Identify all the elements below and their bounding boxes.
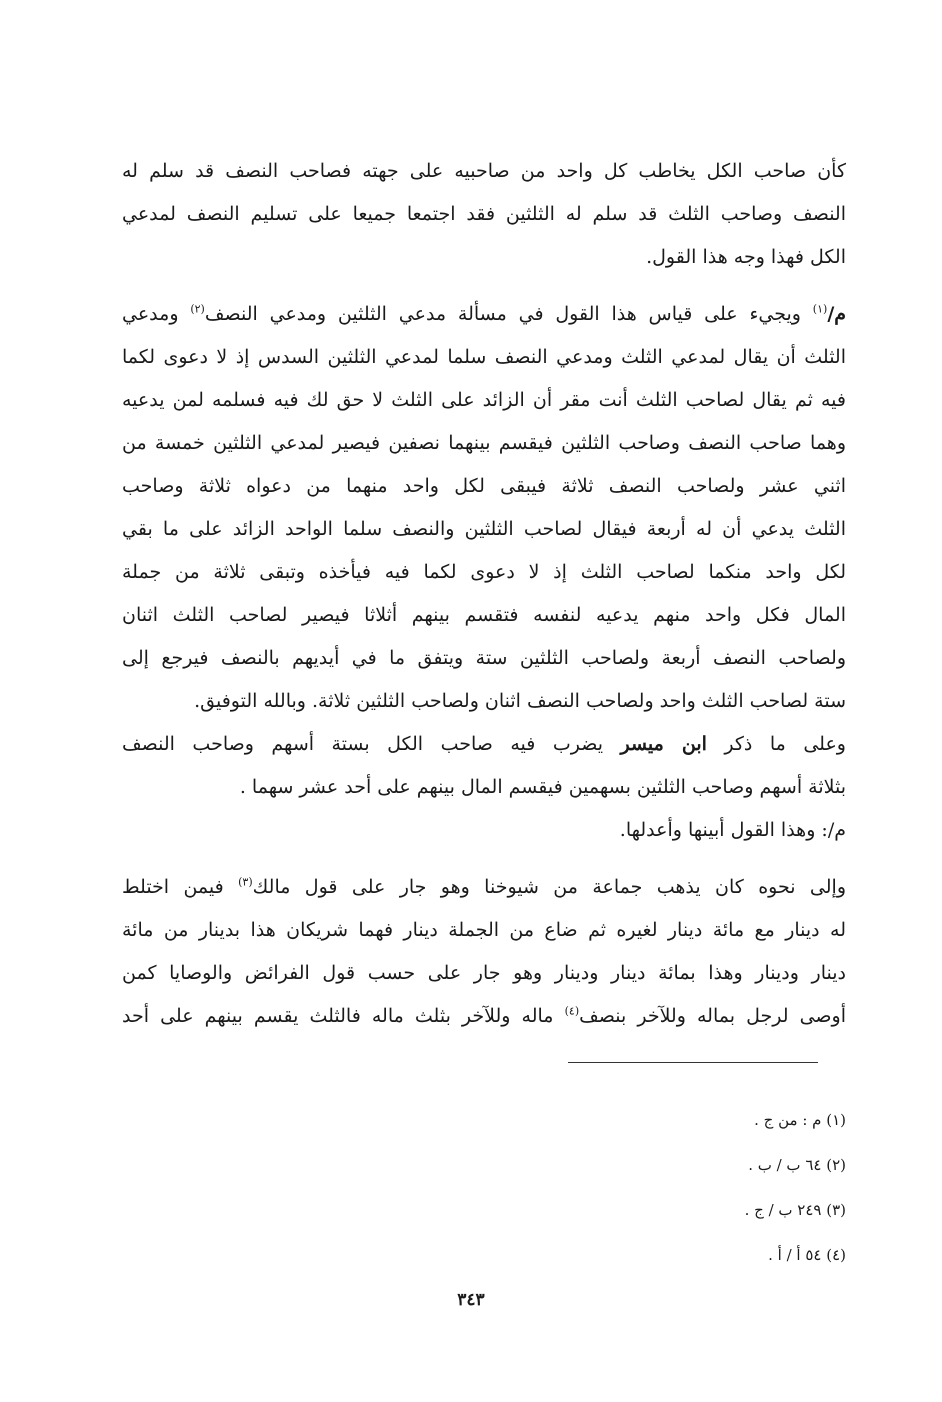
- text-line: الثلث يدعي أن له أربعة فيقال لصاحب الثلثين والنصف سلما الواحد الزائد على ما بقي: [122, 518, 846, 540]
- page-number: ٣٤٣: [457, 1290, 485, 1310]
- text-line: الكل فهذا وجه هذا القول.: [646, 246, 846, 268]
- text-line: له دينار مع مائة دينار لغيره ثم ضاع من الجملة دينار فهما شريكان هذا بدينار من مائة: [122, 919, 846, 941]
- paragraph-2: [122, 293, 846, 723]
- text-line: أوصى لرجل بماله وللآخر بنصف$^{(٤)}$ ماله وللآخر بثلث ماله فالثلث يقسم بينهم على أحد: [122, 1004, 846, 1027]
- text-line: وإلى نحوه كان يذهب جماعة من شيوخنا وهو جار على قول مالك$^{(٣)}$ فيمن اختلط: [122, 875, 846, 898]
- footnote-ref-3: (٣): [238, 875, 253, 889]
- text-line: ستة لصاحب الثلث واحد ولصاحب النصف اثنان ولصاحب الثلثين ثلاثة. وبالله التوفيق.: [194, 690, 846, 712]
- text-line: ولصاحب النصف أربعة ولصاحب الثلثين ستة ويتفق ما في أيديهم بالنصف فيرجع إلى: [122, 647, 846, 669]
- footnotes: [500, 1098, 846, 1278]
- text-line: الثلث أن يقال لمدعي الثلث ومدعي النصف سلما لمدعي الثلثين السدس إذ لا دعوى لكما: [122, 346, 846, 368]
- text-line: م/$^{(١)}$ ويجيء على قياس هذا القول في مسألة مدعي الثلثين ومدعي النصف$^{(٢)}$ ومدعي: [122, 302, 846, 325]
- body-text: [122, 150, 846, 1038]
- author-name: ابن ميسر: [620, 733, 707, 755]
- paragraph-4: [122, 809, 846, 852]
- footnote-ref-2: (٢): [190, 302, 205, 316]
- text-line: النصف وصاحب الثلث قد سلم له الثلثين فقد اجتمعا جميعا على تسليم النصف لمدعي: [122, 203, 846, 225]
- footnote-divider: [568, 1062, 818, 1063]
- text-line: م/: وهذا القول أبينها وأعدلها.: [619, 819, 846, 841]
- footnote-1: (١) م : من ج .: [754, 1111, 846, 1129]
- text-line: بثلاثة أسهم وصاحب الثلثين بسهمين فيقسم المال بينهم على أحد عشر سهما .: [239, 776, 846, 798]
- paragraph-5: [122, 866, 846, 1038]
- footnote-ref-4: (٤): [564, 1004, 580, 1018]
- text-line: دينار ودينار وهذا بمائة دينار ودينار وهو جار على حسب قول الفرائض والوصايا كمن: [122, 962, 846, 984]
- text-line: المال فكل واحد منهم يدعيه لنفسه فتقسم بينهم أثلاثا فيصير لصاحب الثلث اثنان: [122, 604, 846, 626]
- text-line: اثني عشر ولصاحب النصف ثلاثة فيبقى لكل واحد منهما من دعواه ثلاثة وصاحب: [122, 475, 846, 497]
- footnote-ref-1: (١): [812, 302, 828, 316]
- paragraph-1: [122, 150, 846, 279]
- text-line: وهما صاحب النصف وصاحب الثلثين فيقسم بينهما نصفين فيصير لمدعي الثلثين خمسة من: [122, 432, 846, 454]
- footnote-4: (٤) ٥٤ أ / أ .: [768, 1246, 846, 1264]
- footnote-2: (٢) ٦٤ ب / ب .: [748, 1156, 846, 1174]
- section-marker: م/: [827, 303, 846, 325]
- paragraph-3: [122, 723, 846, 809]
- text-line: كأن صاحب الكل يخاطب كل واحد من صاحبيه على جهته فصاحب النصف قد سلم له: [122, 160, 846, 182]
- text-line: وعلى ما ذكر ابن ميسر يضرب فيه صاحب الكل بستة أسهم وصاحب النصف: [122, 733, 846, 755]
- text-line: لكل واحد منكما لصاحب الثلث إذ لا دعوى لكما فيه فيأخذه وتبقى ثلاثة من جملة: [122, 561, 846, 583]
- footnote-3: (٣) ٢٤٩ ب / ج .: [744, 1201, 846, 1219]
- text-line: فيه ثم يقال لصاحب الثلث أنت مقر أن الزائد على الثلث لا حق لك فيه فسلمه لمن يدعيه: [122, 389, 846, 411]
